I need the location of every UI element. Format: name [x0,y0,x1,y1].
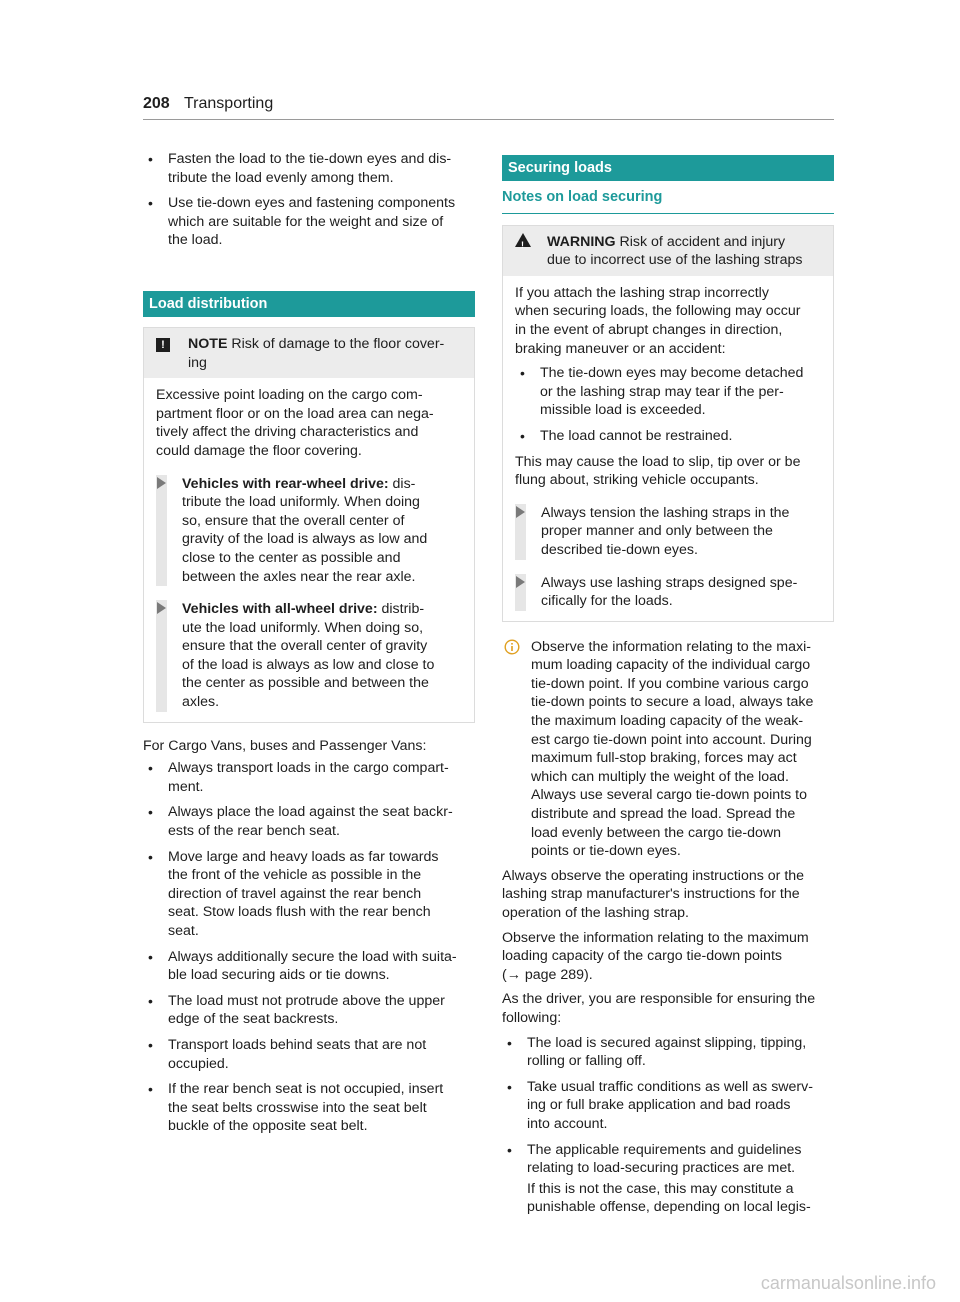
bullet-icon: • [148,195,153,212]
bullet-icon: • [148,760,153,777]
list-item: • Use tie-down eyes and fastening components which are suitable for the weight and size of the load. [148,195,456,249]
instruction-step: Always tension the lashing straps in the proper manner and only between the described tie-down eyes. [515,504,821,560]
list-item: • Transport loads behind seats that are not occupied. [148,1036,427,1072]
paragraph: If this is not the case, this may constitute a punishable offense, depending on local legis- [527,1180,811,1216]
note-label: NOTE [188,335,228,352]
paragraph: Always observe the operating instructions or the lashing strap manufacturer's instructions for the operation of the lashing strap. [502,867,805,921]
list-item: • The applicable requirements and guidelines relating to load-securing practices are met. [507,1141,802,1177]
warning-box [502,225,834,622]
list-item: • Fasten the load to the tie-down eyes and dis- tribute the load evenly among them. [148,151,452,186]
bullet-icon: • [520,427,525,444]
list-item: • The load is secured against slipping, tipping, rolling or falling off. [507,1034,807,1070]
list-item: • Take usual traffic conditions as well as swerv- ing or full brake application and bad roads into account. [507,1078,813,1132]
page-number: 208 [143,95,170,112]
section-title: Transporting [184,95,274,112]
note-body: Excessive point loading on the cargo com- partment floor or on the load area can nega- tively affect the driving characteristics and could damage the floor covering. Vehicles with rear-wheel drive: dis- tribute the load uniformly. When doing so, ensure that the overall center of gravity of the load is always as low and close to the center as possible and between the axles near the rear axle. Vehicles with all-wheel drive: distrib- ute the load uniformly. When doing so, ensure that the overall center of gravity of the load is always as low and close to the center as possible and between the axles. [144,378,474,722]
step-arrow-icon [516,506,525,518]
right-column [502,155,834,1223]
list-item: • If the rear bench seat is not occupied, insert the seat belts crosswise into the seat belt buckle of the opposite seat belt. [148,1081,444,1135]
exclamation-icon: ! [156,335,170,354]
bullet-icon: • [507,1141,512,1158]
paragraph: Observe the information relating to the maximum loading capacity of the cargo tie-down points (→ page 289). [502,929,809,983]
left-column [143,150,475,1143]
list-item: • Always place the load against the seat backr- ests of the rear bench seat. [148,804,453,840]
watermark: carmanualsonline.info [760,1273,936,1293]
warning-body: If you attach the lashing strap incorrectly when securing loads, the following may occur in the event of abrupt changes in direction, braking maneuver or an accident: • The tie-down eyes may become detached or the lashing strap may tear if the per- missible load is exceeded. • The load cannot be restrained. This may cause the load to slip, tip over or be flung about, striking vehicle occupants. Always tension the lashing straps in the proper manner and only between the described tie-down eyes. Always use lashing straps designed spe- cifically for the loads. [503,276,833,621]
bullet-icon: • [520,365,525,382]
list-item: • The tie-down eyes may become detached or the lashing strap may tear if the per- missible load is exceeded. [520,365,804,419]
warning-triangle-icon: ! [515,233,531,253]
info-icon [504,639,520,661]
note-box [143,327,475,723]
warning-title: Risk of accident and injury due to incorrect use of the lashing straps [547,233,803,269]
bullet-icon: • [507,1078,512,1095]
page-header [143,93,834,120]
warning-header [503,226,833,276]
list-item: • Always additionally secure the load with suita- ble load securing aids or tie downs. [148,948,457,984]
note-title: Risk of damage to the floor cover- ing [188,335,445,371]
bullet-icon: • [148,848,153,865]
paragraph: As the driver, you are responsible for ensuring the following: [502,991,816,1026]
step-arrow-icon [157,602,166,614]
notes-subheading: Notes on load securing [502,185,834,214]
bullet-icon: • [148,948,153,965]
list-item: • Always transport loads in the cargo compart- ment. [148,760,449,795]
info-note: Observe the information relating to the maxi- mum loading capacity of the individual cargo tie-down point. If you combine various cargo tie-down points to secure a load, always take the maximum loading capacity of the weak- est cargo tie-down point into account. During maximum full-stop braking, forces may act which can multiply the weight of the load. Always use several cargo tie-down points to distribute and spread the load. Spread the load evenly between the cargo tie-down points or tie-down eyes. [502,638,834,861]
bullet-icon: • [507,1034,512,1051]
instruction-step: Always use lashing straps designed spe- cifically for the loads. [515,574,821,611]
instruction-step: Vehicles with all-wheel drive: distrib- ute the load uniformly. When doing so, ensure that the overall center of gravity of the load is always as low and close to the center as possible and between the axles. [156,600,462,712]
bullet-icon: • [148,1081,153,1098]
bullet-icon: • [148,151,153,167]
step-arrow-icon [157,477,166,489]
list-item: • Move large and heavy loads as far towards the front of the vehicle as possible in the direction of travel against the rear bench seat. Stow loads flush with the rear bench seat. [148,848,439,939]
load-distribution-heading: Load distribution [143,291,475,317]
step-arrow-icon [516,576,525,588]
bullet-icon: • [148,804,153,821]
warning-label: WARNING [547,233,616,250]
bullet-icon: • [148,992,153,1009]
list-item: • The load must not protrude above the upper edge of the seat backrests. [148,992,445,1028]
securing-loads-heading: Securing loads [502,155,834,181]
vans-list [143,759,475,1136]
bullet-icon: • [148,1036,153,1053]
vans-intro: For Cargo Vans, buses and Passenger Vans: [143,737,427,754]
instruction-step: Vehicles with rear-wheel drive: dis- tribute the load uniformly. When doing so, ensure that the overall center of gravity of the load is always as low and close to the center as possible and between the axles near the rear axle. [156,475,462,587]
note-header [144,328,474,378]
list-item: • The load cannot be restrained. [520,427,733,444]
